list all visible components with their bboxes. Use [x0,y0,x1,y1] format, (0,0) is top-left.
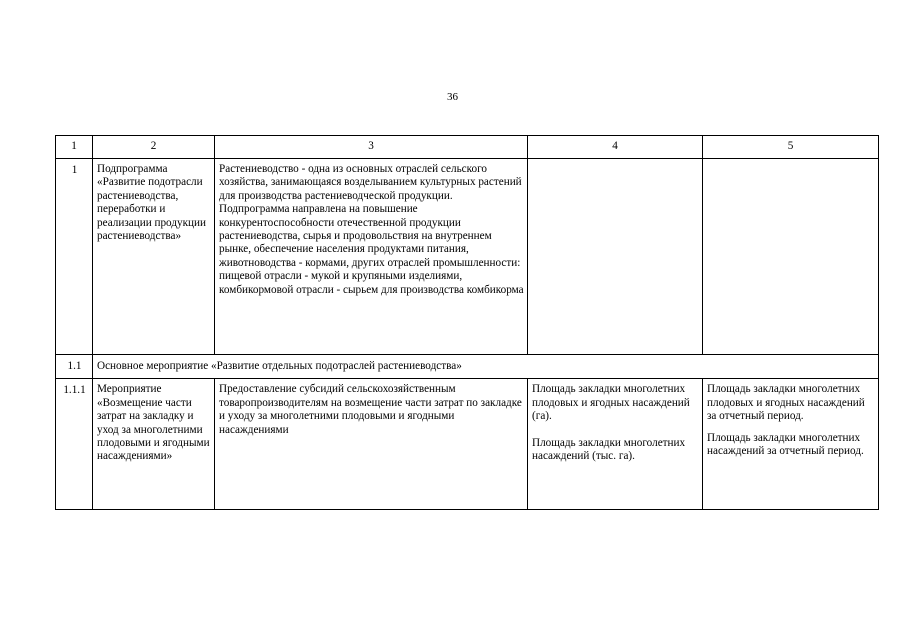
empty-cell [703,159,879,355]
empty-cell [528,159,703,355]
activity-description: Предоставление субсидий сельскохозяйственным товаропроизводителям на возмещение части затрат по закладке и уходу за многолетними плодовыми и ягодными насаждениями [215,379,528,510]
row-number: 1.1 [56,355,93,379]
header-cell-1: 1 [56,136,93,159]
header-cell-5: 5 [703,136,879,159]
method-text: Площадь закладки многолетних плодовых и ягодных насаждений за отчетный период. [707,383,865,423]
header-cell-4: 4 [528,136,703,159]
main-activity-title: Основное мероприятие «Развитие отдельных подотраслей растениеводства» [93,355,879,379]
method-cell [703,379,879,510]
row-number: 1.1.1 [56,379,93,510]
row-number: 1 [56,159,93,355]
method-text: Площадь закладки многолетних насаждений за отчетный период. [707,431,864,458]
indicator-cell [528,379,703,510]
table-row-activity [56,379,879,510]
activity-name: Мероприятие «Возмещение части затрат на закладку и уход за многолетними плодовыми и ягодными насаждениями» [93,379,215,510]
header-row [56,136,879,159]
program-table [55,135,879,510]
table-row-subprogram [56,159,879,355]
indicator-text: Площадь закладки многолетних плодовых и ягодных насаждений (га). [532,383,690,423]
subprogram-description: Растениеводство - одна из основных отраслей сельского хозяйства, занимающаяся возделыванием культурных растений для производства растениеводческой продукции. Подпрограмма направлена на повышение конкурентоспособности отечественной продукции растениеводства, сырья и продовольствия на внутреннем рынке, обеспечение населения продуктами питания, животноводства - кормами, других отраслей промышленности: пищевой отрасли - мукой и крупяными изделиями, комбикормовой отрасли - сырьем для производства комбикорма [215,159,528,355]
header-cell-2: 2 [93,136,215,159]
indicator-text: Площадь закладки многолетних насаждений (тыс. га). [532,436,686,463]
header-cell-3: 3 [215,136,528,159]
table-row-main-activity [56,355,879,379]
subprogram-name: Подпрограмма «Развитие подотрасли растениеводства, переработки и реализации продукции растениеводства» [93,159,215,355]
page-number: 36 [447,91,458,103]
